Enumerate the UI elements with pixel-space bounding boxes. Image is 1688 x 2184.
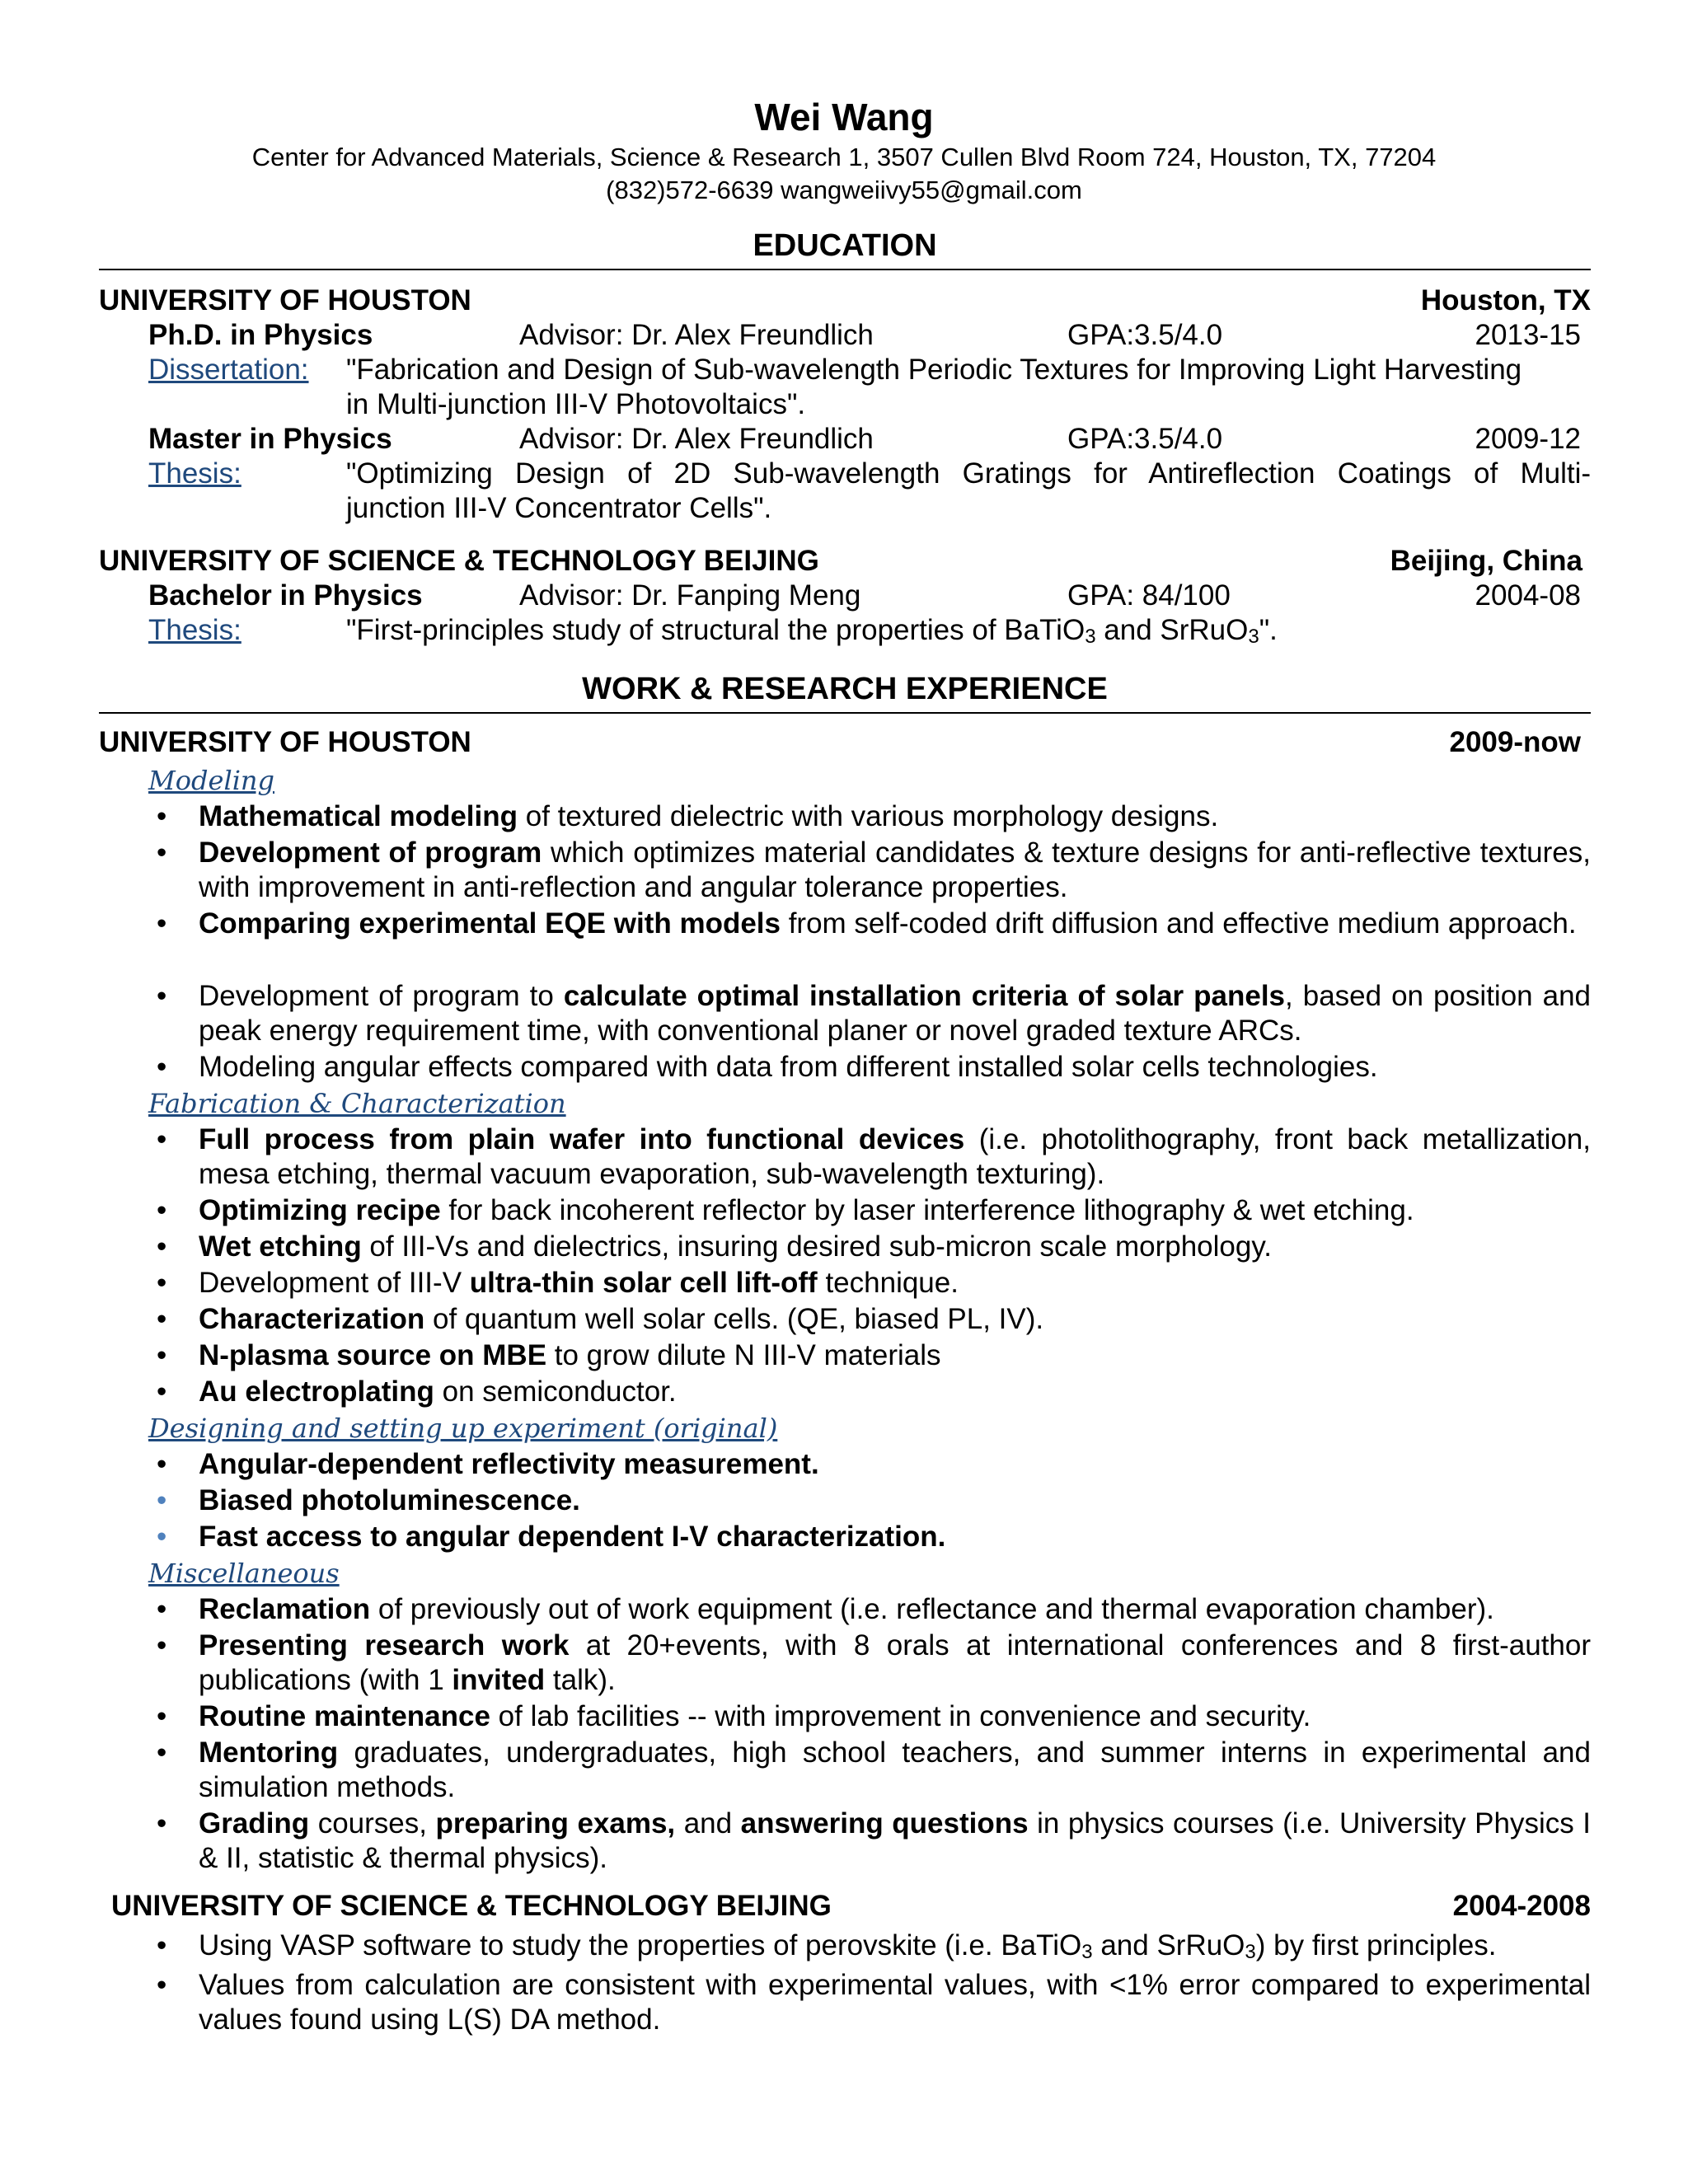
bullet-icon: • [157, 1303, 167, 1335]
bullet-icon: • [157, 1700, 167, 1732]
list-item: Wet etching of III-Vs and dielectrics, insuring desired sub-micron scale morphology. [199, 1230, 1272, 1263]
bullet-icon: • [157, 1807, 167, 1840]
list-item: Fast access to angular dependent I-V characterization. [199, 1521, 946, 1553]
list-item: Full process from plain wafer into functional devices (i.e. photolithography, front back metallization, mesa etching, thermal vacuum evaporation, sub-wavelength texturing). [199, 1123, 1591, 1190]
work-ustb-years: 2004-2008 [1452, 1890, 1591, 1922]
master-thesis-label[interactable]: Thesis: [148, 457, 241, 490]
list-item: Characterization of quantum well solar cells. (QE, biased PL, IV). [199, 1303, 1044, 1335]
master-thesis-line2: junction III-V Concentrator Cells". [346, 492, 772, 524]
bullet-icon: • [157, 1051, 167, 1083]
bullet-icon: • [157, 1593, 167, 1625]
dissertation-label[interactable]: Dissertation: [148, 354, 309, 386]
bullet-icon: • [157, 1736, 167, 1769]
bachelor-advisor: Advisor: Dr. Fanping Meng [519, 579, 861, 612]
bullet-icon: • [157, 980, 167, 1012]
list-item: Values from calculation are consistent with experimental values, with <1% error compared to experimental values found using L(S) DA method. [199, 1969, 1591, 2036]
misc-heading: Miscellaneous [148, 1558, 340, 1589]
list-item: Development of program which optimizes material candidates & texture designs for anti-reflective textures, with improvement in anti-reflection and angular tolerance properties. [199, 837, 1591, 903]
bullet-icon: • [157, 1230, 167, 1263]
list-item: Au electroplating on semiconductor. [199, 1376, 677, 1408]
list-item: Development of program to calculate optimal installation criteria of solar panels, based on position and peak energy requirement time, with conventional planer or novel graded texture ARCs. [199, 980, 1591, 1047]
uh-location: Houston, TX [1420, 284, 1591, 316]
bachelor-degree: Bachelor in Physics [148, 579, 423, 612]
dissertation-title-line1: "Fabrication and Design of Sub-wavelength Periodic Textures for Improving Light Harvesting [346, 354, 1522, 386]
bullet-icon: • [157, 1929, 167, 1961]
bullet-icon: • [157, 1339, 167, 1371]
list-item: Development of III-V ultra-thin solar cell lift-off technique. [199, 1267, 959, 1299]
bullet-icon: • [157, 837, 167, 869]
work-divider [99, 712, 1591, 714]
bullet-icon: • [157, 1521, 167, 1553]
work-ustb-name: UNIVERSITY OF SCIENCE & TECHNOLOGY BEIJING [111, 1890, 832, 1922]
bullet-icon: • [157, 1376, 167, 1408]
work-uh-name: UNIVERSITY OF HOUSTON [99, 726, 471, 758]
phd-degree: Ph.D. in Physics [148, 319, 373, 351]
bullet-icon: • [157, 1194, 167, 1226]
fabrication-heading: Fabrication & Characterization [148, 1088, 566, 1119]
bullet-icon: • [157, 1629, 167, 1661]
list-item: Comparing experimental EQE with models from self-coded drift diffusion and effective medium approach. [199, 907, 1577, 940]
ustb-location: Beijing, China [1390, 545, 1582, 577]
list-item: Presenting research work at 20+events, with 8 orals at international conferences and 8 first-author publications (with 1 invited talk). [199, 1629, 1592, 1696]
modeling-heading: Modeling [148, 765, 275, 796]
master-thesis-line1: "Optimizing Design of 2D Sub-wavelength Gratings for Antireflection Coatings of Multi- [346, 457, 1591, 490]
bullet-icon: • [157, 907, 167, 940]
bullet-icon: • [157, 1484, 167, 1516]
list-item: Mentoring graduates, undergraduates, high school teachers, and summer interns in experimental and simulation methods. [199, 1736, 1591, 1803]
list-item: Modeling angular effects compared with data from different installed solar cells technologies. [199, 1051, 1378, 1083]
list-item: Grading courses, preparing exams, and answering questions in physics courses (i.e. University Physics I & II, statistic & thermal physics). [199, 1807, 1591, 1874]
candidate-name: Wei Wang [754, 96, 934, 138]
phd-advisor: Advisor: Dr. Alex Freundlich [519, 319, 874, 351]
bullet-icon: • [157, 800, 167, 832]
designing-heading: Designing and setting up experiment (original) [148, 1413, 778, 1444]
list-item: Reclamation of previously out of work equipment (i.e. reflectance and thermal evaporation chamber). [199, 1593, 1494, 1625]
education-title: EDUCATION [753, 228, 937, 263]
uh-name: UNIVERSITY OF HOUSTON [99, 284, 471, 316]
education-divider [99, 269, 1591, 270]
list-item: Using VASP software to study the properties of perovskite (i.e. BaTiO$_3$ and SrRuO$_3$) by first principles. [199, 1929, 1497, 1963]
ustb-name: UNIVERSITY OF SCIENCE & TECHNOLOGY BEIJING [99, 545, 819, 577]
address: Center for Advanced Materials, Science & Research 1, 3507 Cullen Blvd Room 724, Houston, TX, 77204 [251, 143, 1437, 171]
list-item: Angular-dependent reflectivity measurement. [199, 1448, 819, 1480]
bachelor-thesis-title: "First-principles study of structural the properties of BaTiO$_3$ and SrRuO$_3$". [346, 614, 1278, 648]
bachelor-thesis-label[interactable]: Thesis: [148, 614, 241, 646]
list-item: Routine maintenance of lab facilities -- with improvement in convenience and security. [199, 1700, 1311, 1732]
phd-gpa: GPA:3.5/4.0 [1067, 319, 1223, 351]
phd-years: 2013-15 [1475, 319, 1581, 351]
dissertation-title-line2: in Multi-junction III-V Photovoltaics". [346, 388, 806, 420]
master-degree: Master in Physics [148, 423, 392, 455]
work-uh-years: 2009-now [1449, 726, 1581, 758]
bullet-icon: • [157, 1123, 167, 1155]
bullet-icon: • [157, 1969, 167, 2001]
work-title: WORK & RESEARCH EXPERIENCE [582, 672, 1108, 706]
master-advisor: Advisor: Dr. Alex Freundlich [519, 423, 874, 455]
contact-info: (832)572-6639 wangweiivy55@gmail.com [606, 176, 1082, 204]
master-gpa: GPA:3.5/4.0 [1067, 423, 1223, 455]
master-years: 2009-12 [1475, 423, 1581, 455]
bullet-icon: • [157, 1267, 167, 1299]
bachelor-gpa: GPA: 84/100 [1067, 579, 1231, 612]
list-item: N-plasma source on MBE to grow dilute N III-V materials [199, 1339, 941, 1371]
list-item: Mathematical modeling of textured dielectric with various morphology designs. [199, 800, 1219, 832]
bachelor-years: 2004-08 [1475, 579, 1581, 612]
list-item: Biased photoluminescence. [199, 1484, 580, 1516]
bullet-icon: • [157, 1448, 167, 1480]
list-item: Optimizing recipe for back incoherent reflector by laser interference lithography & wet etching. [199, 1194, 1414, 1226]
